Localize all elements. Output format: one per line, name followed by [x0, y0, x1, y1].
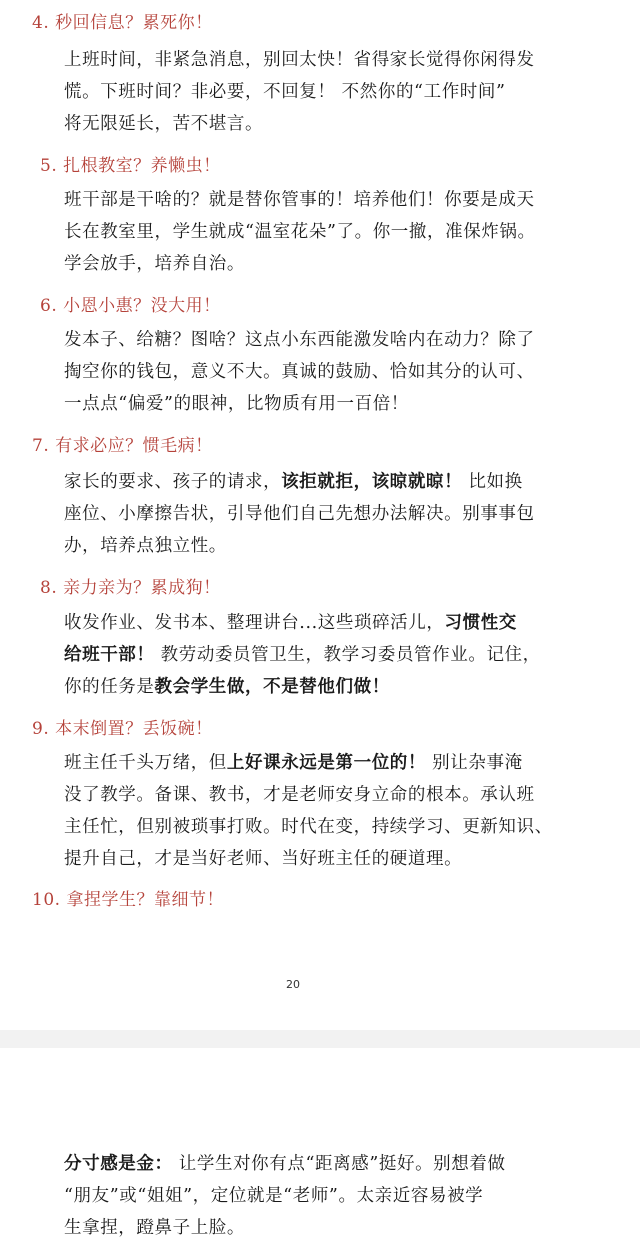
text-line [64, 248, 624, 280]
text-line [64, 184, 624, 216]
section-heading-8: 8. 亲力亲为？累成狗！ [40, 578, 221, 598]
text-run: 掏空你的钱包，意义不大。真诚的鼓励、恰如其分的认可、 [64, 362, 535, 382]
text-line [64, 44, 624, 76]
text-run: 提升自己，才是当好老师、当好班主任的硬道理。 [64, 849, 463, 869]
section-body-6 [64, 324, 624, 420]
text-line [64, 639, 624, 671]
text-run: 教劳动委员管卫生，教学习委员管作业。记住， [154, 645, 541, 665]
text-run: 让学生对你有点“距离感”挺好。别想着做 [172, 1154, 506, 1174]
bold-text: 给班干部！ [64, 645, 155, 665]
text-line [64, 779, 624, 811]
text-line [64, 530, 624, 562]
text-line [64, 607, 624, 639]
section-heading-10: 10. 拿捏学生？靠细节！ [32, 890, 224, 910]
text-line [64, 388, 624, 420]
text-run: 长在教室里，学生就成“温室花朵”了。你一撤，准保炸锅。 [64, 222, 536, 242]
text-run: 发本子、给糖？图啥？这点小东西能激发啥内在动力？除了 [64, 330, 535, 350]
section-heading-7: 7. 有求必应？惯毛病！ [32, 436, 213, 456]
text-run: 没了教学。备课、教书，才是老师安身立命的根本。承认班 [64, 785, 535, 805]
text-run: 收发作业、发书本、整理讲台...这些琐碎活儿， [64, 613, 445, 633]
text-run: 家长的要求、孩子的请求， [64, 472, 282, 492]
bold-text: 教会学生做，不是替他们做！ [154, 677, 390, 697]
section-heading-4: 4. 秒回信息？累死你！ [32, 13, 213, 33]
section-heading-6: 6. 小恩小惠？没大用！ [40, 296, 221, 316]
page-number: 20 [286, 978, 300, 991]
text-line [64, 1148, 624, 1180]
text-line [64, 1180, 624, 1212]
text-run: “朋友”或“姐姐”，定位就是“老师”。太亲近容易被学 [64, 1186, 484, 1206]
document-page-21 [0, 1048, 640, 1246]
section-body-10 [64, 1148, 624, 1244]
text-line [64, 843, 624, 875]
page-separator [0, 1030, 640, 1048]
text-line [64, 811, 624, 843]
bold-text: 上好课永远是第一位的！ [226, 753, 427, 773]
text-run: 座位、小摩擦告状，引导他们自己先想办法解决。别事事包 [64, 504, 535, 524]
text-run: 将无限延长，苦不堪言。 [64, 114, 264, 134]
section-body-7 [64, 466, 624, 562]
bold-text: 该拒就拒，该晾就晾！ [281, 472, 463, 492]
text-line [64, 747, 624, 779]
text-run: 比如换 [462, 472, 523, 492]
bold-text: 习惯性交 [444, 613, 517, 633]
text-line [64, 498, 624, 530]
section-heading-5: 5. 扎根教室？养懒虫！ [40, 156, 221, 176]
text-line [64, 216, 624, 248]
text-run: 生拿捏，蹬鼻子上脸。 [64, 1218, 245, 1238]
bold-text: 分寸感是金： [64, 1154, 173, 1174]
text-run: 班干部是干啥的？就是替你管事的！培养他们！你要是成天 [64, 190, 535, 210]
section-body-4 [64, 44, 624, 140]
text-run: 慌。下班时间？非必要，不回复！ 不然你的“工作时间” [64, 82, 506, 102]
text-run: 上班时间，非紧急消息，别回太快！省得家长觉得你闲得发 [64, 50, 535, 70]
text-line [64, 108, 624, 140]
section-body-5 [64, 184, 624, 280]
text-run: 主任忙，但别被琐事打败。时代在变，持续学习、更新知识、 [64, 817, 553, 837]
text-line [64, 671, 624, 703]
text-run: 别让杂事淹 [426, 753, 523, 773]
text-line [64, 356, 624, 388]
text-line [64, 324, 624, 356]
text-run: 一点点“偏爱”的眼神，比物质有用一百倍！ [64, 394, 409, 414]
text-run: 班主任千头万绪，但 [64, 753, 227, 773]
section-body-9 [64, 747, 624, 875]
text-run: 你的任务是 [64, 677, 155, 697]
text-run: 办，培养点独立性。 [64, 536, 227, 556]
text-line [64, 76, 624, 108]
text-run: 学会放手，培养自治。 [64, 254, 245, 274]
text-line [64, 466, 624, 498]
section-heading-9: 9. 本末倒置？丢饭碗！ [32, 719, 213, 739]
text-line [64, 1212, 624, 1244]
section-body-8 [64, 607, 624, 703]
